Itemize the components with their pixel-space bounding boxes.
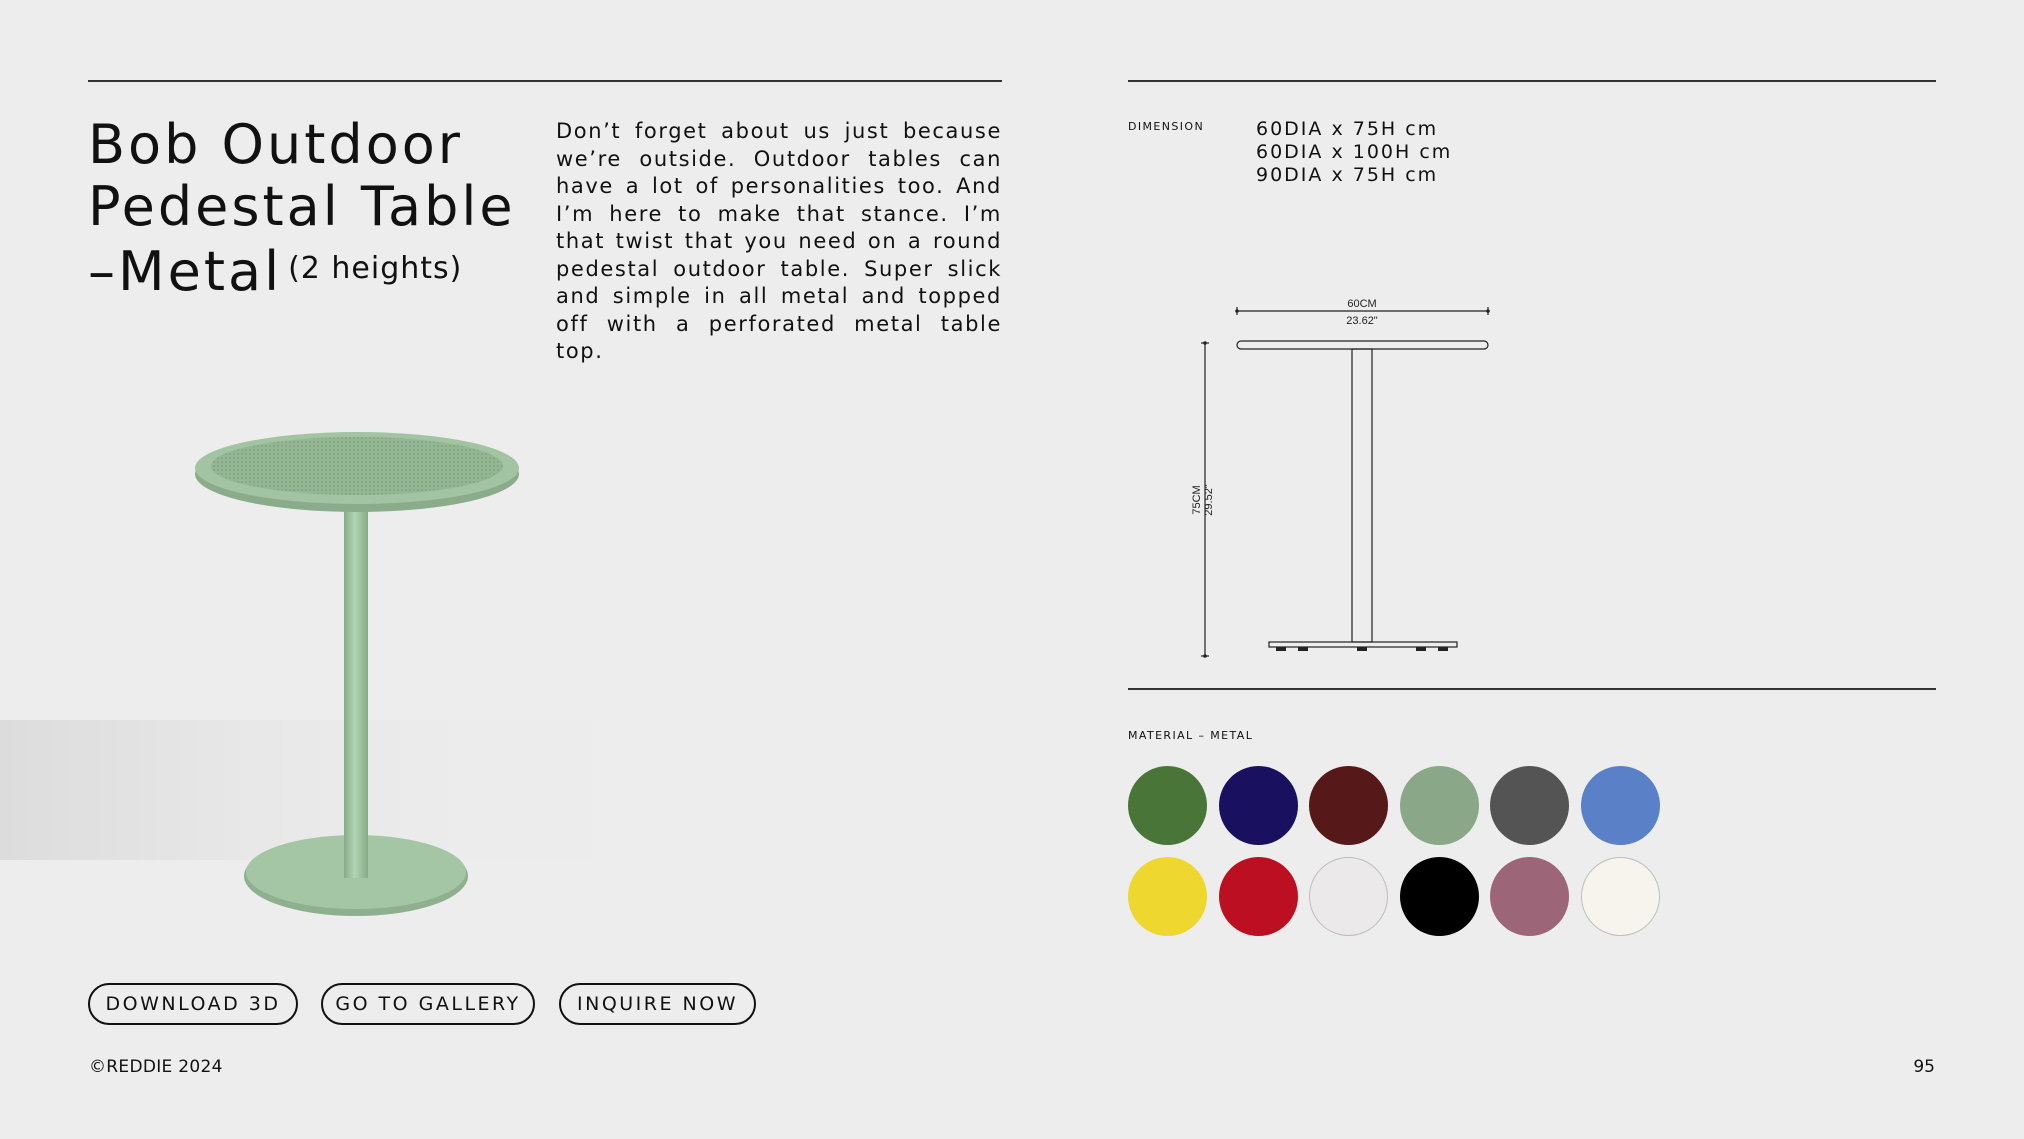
product-title <box>88 114 548 303</box>
color-swatch[interactable] <box>1309 766 1388 845</box>
drawing-width-in: 23.62" <box>1346 315 1378 327</box>
drawing-pole <box>1352 349 1372 642</box>
color-swatch[interactable] <box>1219 857 1298 936</box>
drawing-width-cm: 60CM <box>1347 298 1377 310</box>
color-swatch[interactable] <box>1490 857 1569 936</box>
title-line-2: Pedestal Table <box>88 175 516 238</box>
download-3d-button[interactable]: DOWNLOAD 3D <box>88 983 298 1025</box>
product-description: Don’t forget about us just because we’re outside. Outdoor tables can have a lot of personalities too. And I’m here to make that stance. I’m that twist that you need on a round pedestal outdoor table. Super slick and simple in all metal and topped off with a perforated metal table top. <box>556 119 1002 363</box>
dimension-value: 60DIA x 100H cm <box>1256 141 1453 163</box>
right-middle-rule <box>1128 688 1936 690</box>
product-photo <box>0 400 720 960</box>
color-swatch[interactable] <box>1128 766 1207 845</box>
drawing-height-cm: 75CM <box>1191 485 1203 515</box>
color-swatch[interactable] <box>1128 857 1207 936</box>
color-swatch[interactable] <box>1490 766 1569 845</box>
copyright: ©REDDIE 2024 <box>89 1057 223 1077</box>
left-top-rule <box>88 80 1002 82</box>
material-label: MATERIAL – METAL <box>1128 729 1254 742</box>
dimension-drawing <box>1180 295 1510 670</box>
color-swatch[interactable] <box>1581 766 1660 845</box>
right-top-rule <box>1128 80 1936 82</box>
page-number: 95 <box>1913 1057 1935 1077</box>
color-swatch[interactable] <box>1309 857 1388 936</box>
title-line-3 <box>88 238 548 303</box>
drawing-base <box>1269 642 1457 647</box>
drawing-height-in: 29.52" <box>1203 484 1215 516</box>
title-line-3-text: –Metal <box>88 240 283 303</box>
dimension-value: 90DIA x 75H cm <box>1256 164 1439 186</box>
go-to-gallery-button[interactable]: GO TO GALLERY <box>321 983 535 1025</box>
inquire-now-button[interactable]: INQUIRE NOW <box>559 983 756 1025</box>
dimension-list <box>1256 118 1452 187</box>
title-suffix: (2 heights) <box>288 251 463 286</box>
dimension-label: DIMENSION <box>1128 120 1205 133</box>
drawing-table-top <box>1237 341 1488 349</box>
dimension-value: 60DIA x 75H cm <box>1256 118 1439 140</box>
color-swatch[interactable] <box>1400 857 1479 936</box>
color-swatch[interactable] <box>1400 766 1479 845</box>
color-swatch[interactable] <box>1219 766 1298 845</box>
color-swatch[interactable] <box>1581 857 1660 936</box>
title-line-1: Bob Outdoor <box>88 113 463 176</box>
